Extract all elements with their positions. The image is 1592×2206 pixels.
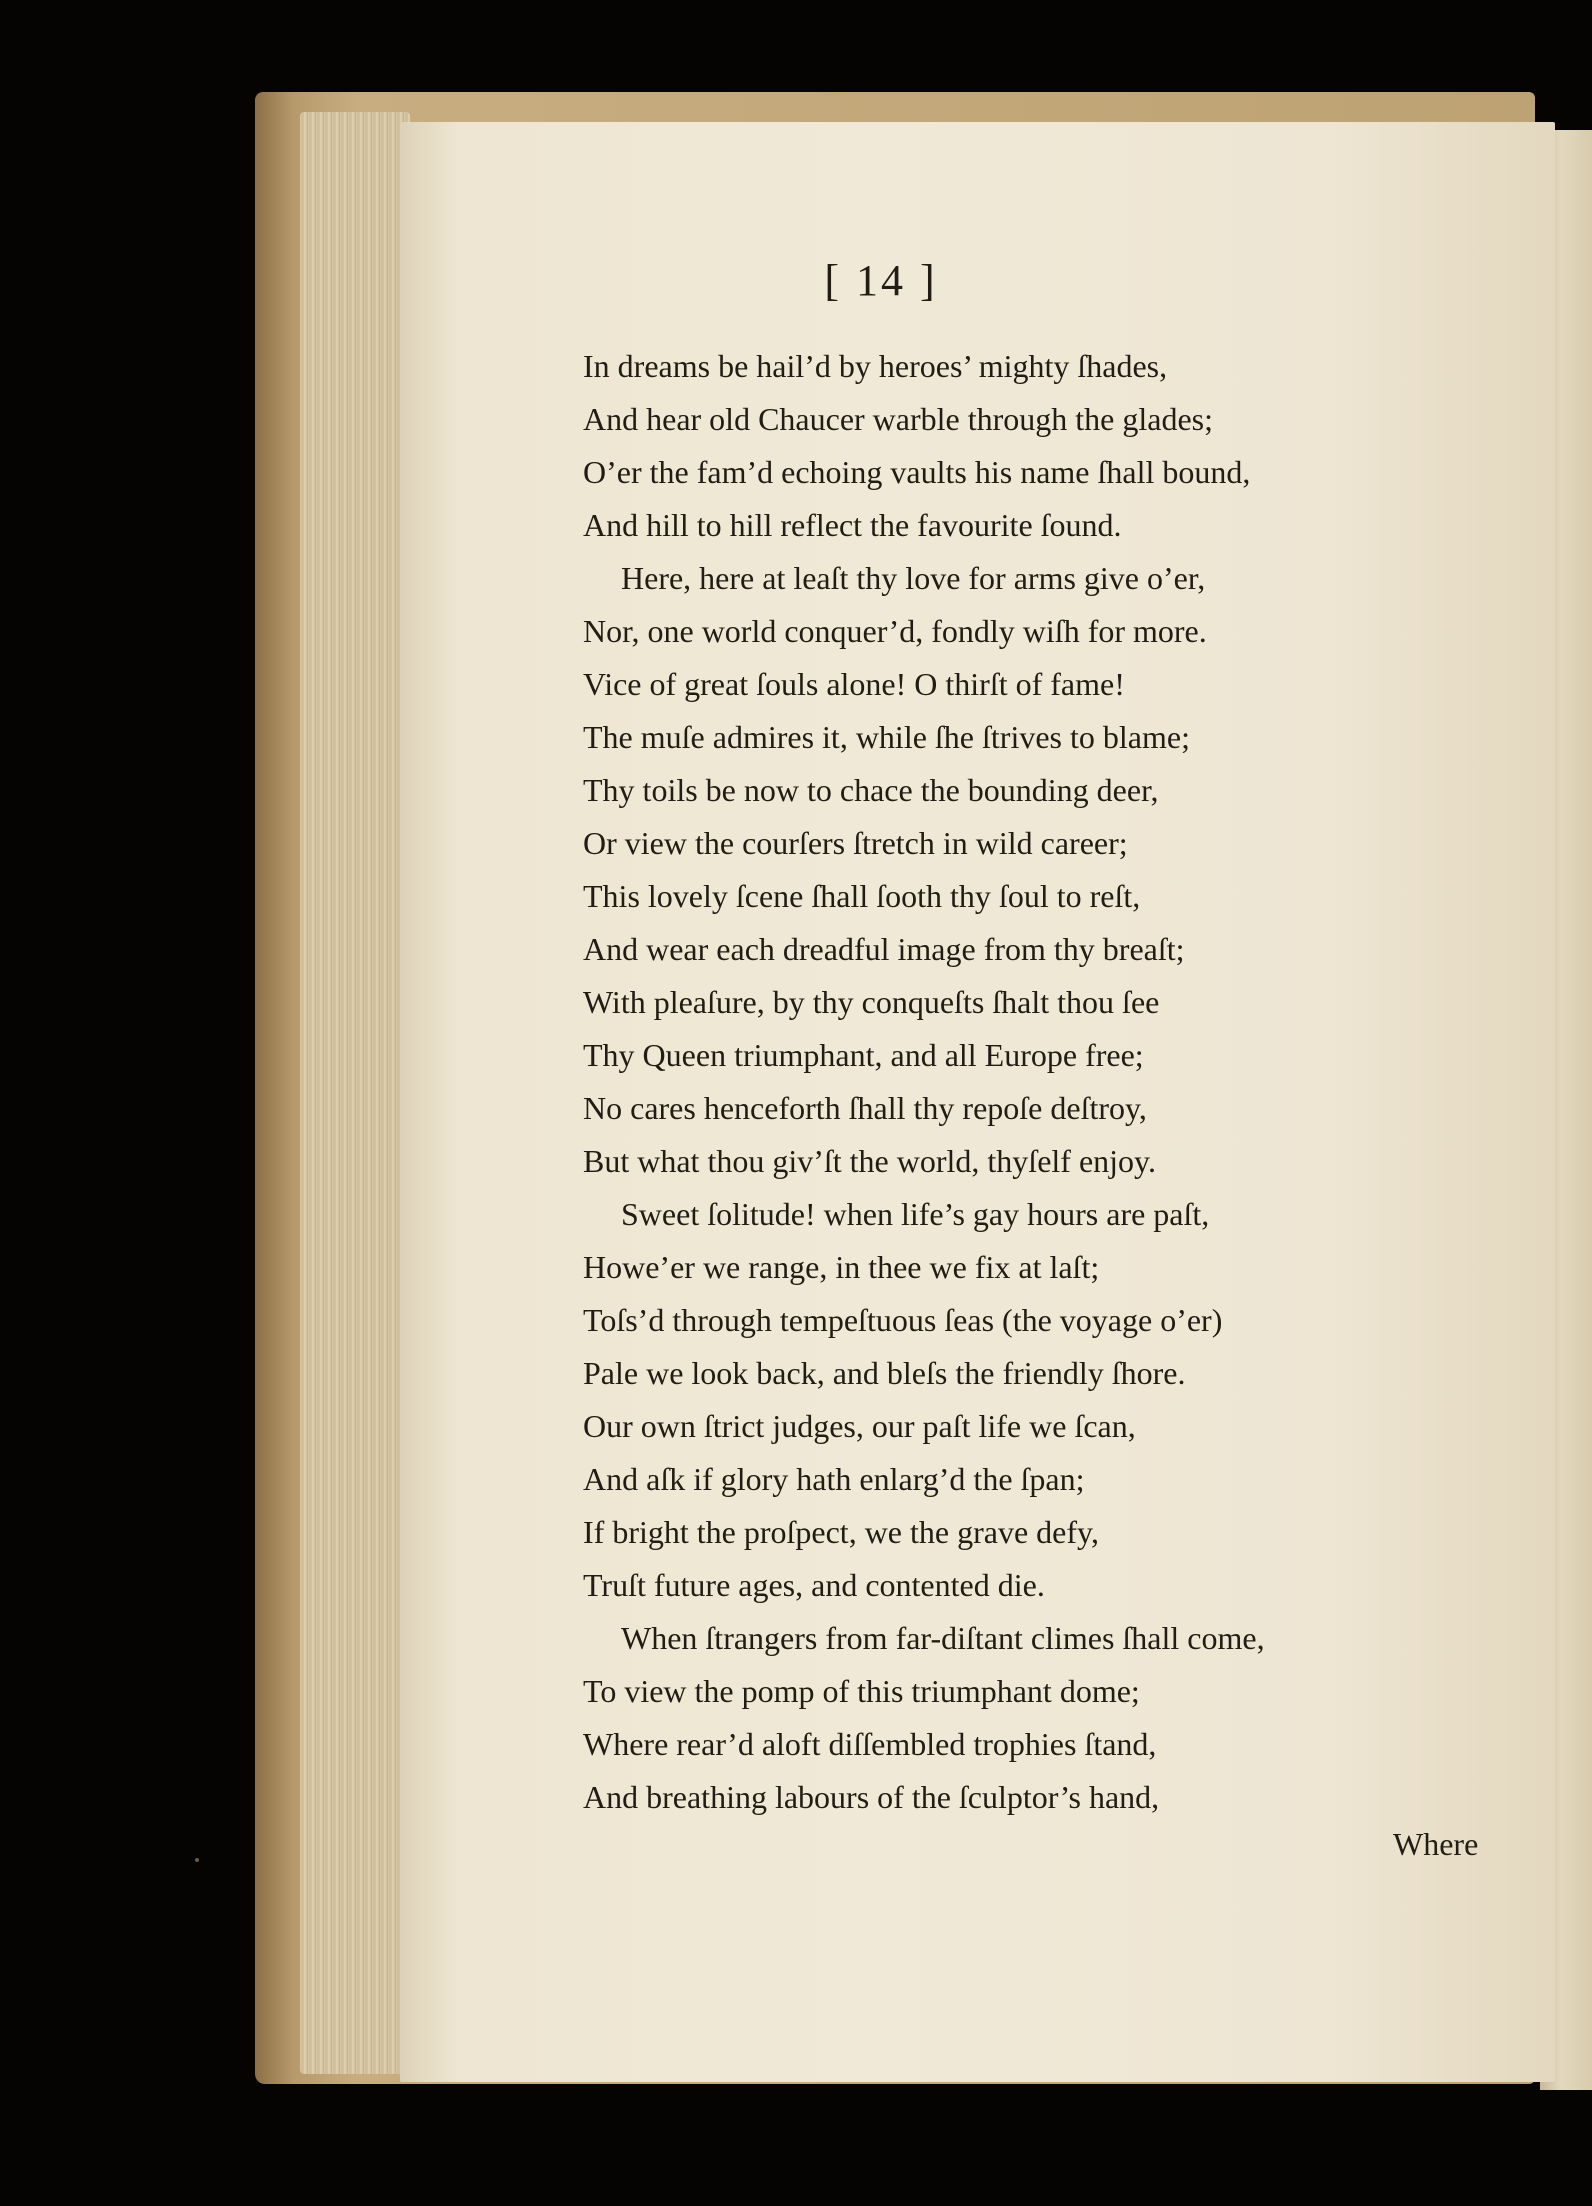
poem-line: Thy Queen triumphant, and all Europe free; bbox=[583, 1037, 1144, 1073]
poem-line: Here, here at leaſt thy love for arms give o’er, bbox=[621, 560, 1206, 596]
poem-line: Pale we look back, and bleſs the friendly ſhore. bbox=[583, 1355, 1186, 1391]
poem-line: Truſt future ages, and contented die. bbox=[583, 1567, 1045, 1603]
poem-line: And hear old Chaucer warble through the glades; bbox=[583, 401, 1214, 437]
poem-line: With pleaſure, by thy conqueſts ſhalt thou ſee bbox=[583, 984, 1160, 1020]
catchword: Where bbox=[1393, 1826, 1479, 1862]
poem-text bbox=[583, 340, 1443, 1824]
poem-line: The muſe admires it, while ſhe ſtrives to blame; bbox=[583, 719, 1190, 755]
poem-line: Thy toils be now to chace the bounding deer, bbox=[583, 772, 1159, 808]
poem-line: Nor, one world conquer’d, fondly wiſh for more. bbox=[583, 613, 1207, 649]
poem-line: And breathing labours of the ſculptor’s hand, bbox=[583, 1779, 1160, 1815]
poem-line: Or view the courſers ſtretch in wild career; bbox=[583, 825, 1128, 861]
poem-line: Our own ſtrict judges, our paſt life we ſcan, bbox=[583, 1408, 1136, 1444]
poem-line: And aſk if glory hath enlarg’d the ſpan; bbox=[583, 1461, 1085, 1497]
poem-line: Toſs’d through tempeſtuous ſeas (the voyage o’er) bbox=[583, 1302, 1223, 1338]
poem-line: To view the pomp of this triumphant dome; bbox=[583, 1673, 1140, 1709]
poem-line: Vice of great ſouls alone! O thirſt of fame! bbox=[583, 666, 1125, 702]
poem-line: No cares henceforth ſhall thy repoſe deſtroy, bbox=[583, 1090, 1147, 1126]
poem-line: O’er the fam’d echoing vaults his name ſhall bound, bbox=[583, 454, 1251, 490]
poem-line: When ſtrangers from far-diſtant climes ſhall come, bbox=[621, 1620, 1265, 1656]
dust-speck bbox=[195, 1858, 199, 1862]
poem-line: And wear each dreadful image from thy breaſt; bbox=[583, 931, 1185, 967]
poem-line: Where rear’d aloft diſſembled trophies ſtand, bbox=[583, 1726, 1157, 1762]
poem-line: If bright the proſpect, we the grave defy, bbox=[583, 1514, 1099, 1550]
page-edges bbox=[300, 112, 410, 2074]
poem-line: Howe’er we range, in thee we fix at laſt; bbox=[583, 1249, 1100, 1285]
poem-line: And hill to hill reflect the favourite ſound. bbox=[583, 507, 1122, 543]
poem-line: This lovely ſcene ſhall ſooth thy ſoul to reſt, bbox=[583, 878, 1141, 914]
poem-line: In dreams be hail’d by heroes’ mighty ſhades, bbox=[583, 348, 1168, 384]
page-number: [ 14 ] bbox=[824, 256, 938, 305]
poem-line: But what thou giv’ſt the world, thyſelf enjoy. bbox=[583, 1143, 1156, 1179]
poem-line: Sweet ſolitude! when life’s gay hours are paſt, bbox=[621, 1196, 1210, 1232]
